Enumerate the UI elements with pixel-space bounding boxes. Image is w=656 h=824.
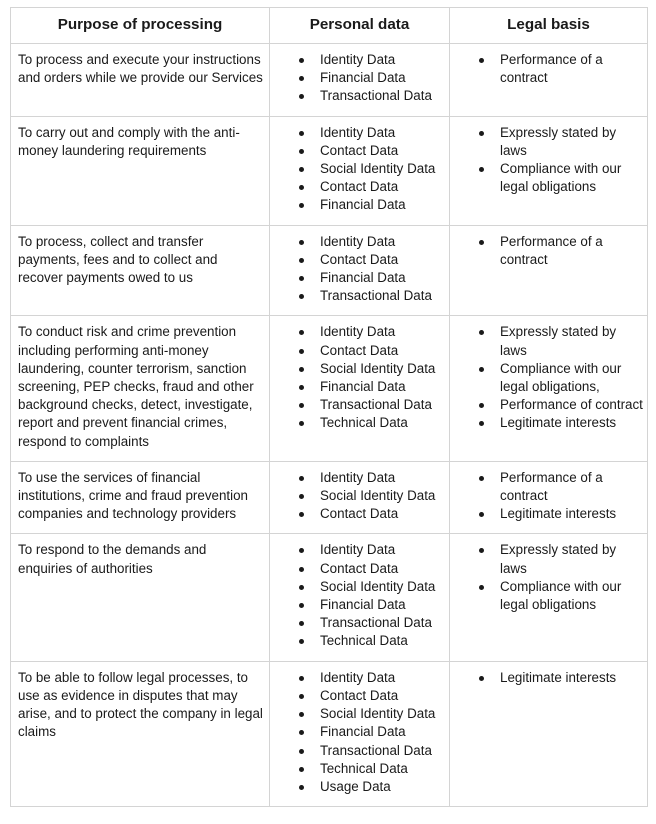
purpose-cell: To conduct risk and crime prevention including performing anti-money laundering, counter terrorism, sanction screening, PEP checks, fraud and other background checks, detect, investigate, report and prevent financial crimes, respond to complaints xyxy=(11,316,270,461)
header-legal-basis: Legal basis xyxy=(450,8,648,44)
legal-basis-cell xyxy=(450,661,648,806)
legal-basis-item: Expressly stated by laws xyxy=(450,323,643,359)
personal-data-item: Contact Data xyxy=(270,560,445,578)
personal-data-item: Transactional Data xyxy=(270,87,445,105)
personal-data-item: Financial Data xyxy=(270,196,445,214)
purpose-cell: To respond to the demands and enquiries of authorities xyxy=(11,534,270,661)
personal-data-item: Transactional Data xyxy=(270,287,445,305)
personal-data-item: Contact Data xyxy=(270,178,445,196)
personal-data-item: Financial Data xyxy=(270,596,445,614)
legal-basis-list xyxy=(450,469,643,524)
purpose-cell: To carry out and comply with the anti-money laundering requirements xyxy=(11,116,270,225)
table-row xyxy=(11,225,648,316)
purpose-cell: To use the services of financial institutions, crime and fraud prevention companies and technology providers xyxy=(11,461,270,534)
table-row xyxy=(11,461,648,534)
personal-data-item: Identity Data xyxy=(270,541,445,559)
personal-data-item: Social Identity Data xyxy=(270,578,445,596)
personal-data-item: Identity Data xyxy=(270,323,445,341)
legal-basis-cell xyxy=(450,44,648,117)
legal-basis-list xyxy=(450,669,643,687)
legal-basis-item: Performance of contract xyxy=(450,396,643,414)
legal-basis-cell xyxy=(450,116,648,225)
personal-data-list xyxy=(270,51,445,106)
legal-basis-item: Performance of a contract xyxy=(450,233,643,269)
personal-data-item: Social Identity Data xyxy=(270,160,445,178)
personal-data-item: Identity Data xyxy=(270,669,445,687)
personal-data-item: Contact Data xyxy=(270,251,445,269)
purpose-cell: To be able to follow legal processes, to use as evidence in disputes that may arise, and to protect the company in legal claims xyxy=(11,661,270,806)
table-body xyxy=(11,44,648,807)
personal-data-item: Financial Data xyxy=(270,69,445,87)
personal-data-cell xyxy=(270,316,450,461)
legal-basis-cell xyxy=(450,316,648,461)
personal-data-item: Social Identity Data xyxy=(270,360,445,378)
personal-data-item: Identity Data xyxy=(270,124,445,142)
legal-basis-item: Compliance with our legal obligations xyxy=(450,160,643,196)
personal-data-cell xyxy=(270,116,450,225)
processing-table xyxy=(10,7,648,807)
table-row xyxy=(11,534,648,661)
personal-data-item: Identity Data xyxy=(270,233,445,251)
legal-basis-item: Expressly stated by laws xyxy=(450,541,643,577)
personal-data-list xyxy=(270,124,445,215)
legal-basis-item: Legitimate interests xyxy=(450,505,643,523)
personal-data-cell xyxy=(270,44,450,117)
personal-data-list xyxy=(270,323,445,432)
personal-data-list xyxy=(270,469,445,524)
legal-basis-item: Expressly stated by laws xyxy=(450,124,643,160)
personal-data-cell xyxy=(270,225,450,316)
header-purpose: Purpose of processing xyxy=(11,8,270,44)
legal-basis-list xyxy=(450,124,643,197)
table-row xyxy=(11,116,648,225)
personal-data-item: Contact Data xyxy=(270,142,445,160)
personal-data-item: Identity Data xyxy=(270,469,445,487)
personal-data-item: Usage Data xyxy=(270,778,445,796)
personal-data-cell xyxy=(270,661,450,806)
legal-basis-cell xyxy=(450,225,648,316)
table-row xyxy=(11,44,648,117)
personal-data-item: Contact Data xyxy=(270,342,445,360)
personal-data-item: Transactional Data xyxy=(270,742,445,760)
personal-data-item: Technical Data xyxy=(270,760,445,778)
personal-data-cell xyxy=(270,461,450,534)
personal-data-item: Transactional Data xyxy=(270,614,445,632)
personal-data-list xyxy=(270,669,445,796)
personal-data-item: Financial Data xyxy=(270,378,445,396)
legal-basis-item: Performance of a contract xyxy=(450,469,643,505)
personal-data-item: Contact Data xyxy=(270,687,445,705)
purpose-cell: To process and execute your instructions and orders while we provide our Services xyxy=(11,44,270,117)
legal-basis-item: Compliance with our legal obligations, xyxy=(450,360,643,396)
personal-data-list xyxy=(270,233,445,306)
header-personal-data: Personal data xyxy=(270,8,450,44)
legal-basis-list xyxy=(450,233,643,269)
personal-data-item: Financial Data xyxy=(270,723,445,741)
personal-data-list xyxy=(270,541,445,650)
table-row xyxy=(11,661,648,806)
legal-basis-list xyxy=(450,51,643,87)
personal-data-item: Financial Data xyxy=(270,269,445,287)
legal-basis-cell xyxy=(450,534,648,661)
legal-basis-list xyxy=(450,323,643,432)
personal-data-item: Identity Data xyxy=(270,51,445,69)
personal-data-item: Technical Data xyxy=(270,632,445,650)
personal-data-item: Social Identity Data xyxy=(270,487,445,505)
table-row xyxy=(11,316,648,461)
legal-basis-item: Compliance with our legal obligations xyxy=(450,578,643,614)
legal-basis-item: Legitimate interests xyxy=(450,669,643,687)
personal-data-item: Social Identity Data xyxy=(270,705,445,723)
legal-basis-list xyxy=(450,541,643,614)
personal-data-item: Technical Data xyxy=(270,414,445,432)
purpose-cell: To process, collect and transfer payments, fees and to collect and recover payments owed to us xyxy=(11,225,270,316)
legal-basis-item: Performance of a contract xyxy=(450,51,643,87)
personal-data-item: Contact Data xyxy=(270,505,445,523)
header-row xyxy=(11,8,648,44)
legal-basis-item: Legitimate interests xyxy=(450,414,643,432)
personal-data-cell xyxy=(270,534,450,661)
legal-basis-cell xyxy=(450,461,648,534)
personal-data-item: Transactional Data xyxy=(270,396,445,414)
